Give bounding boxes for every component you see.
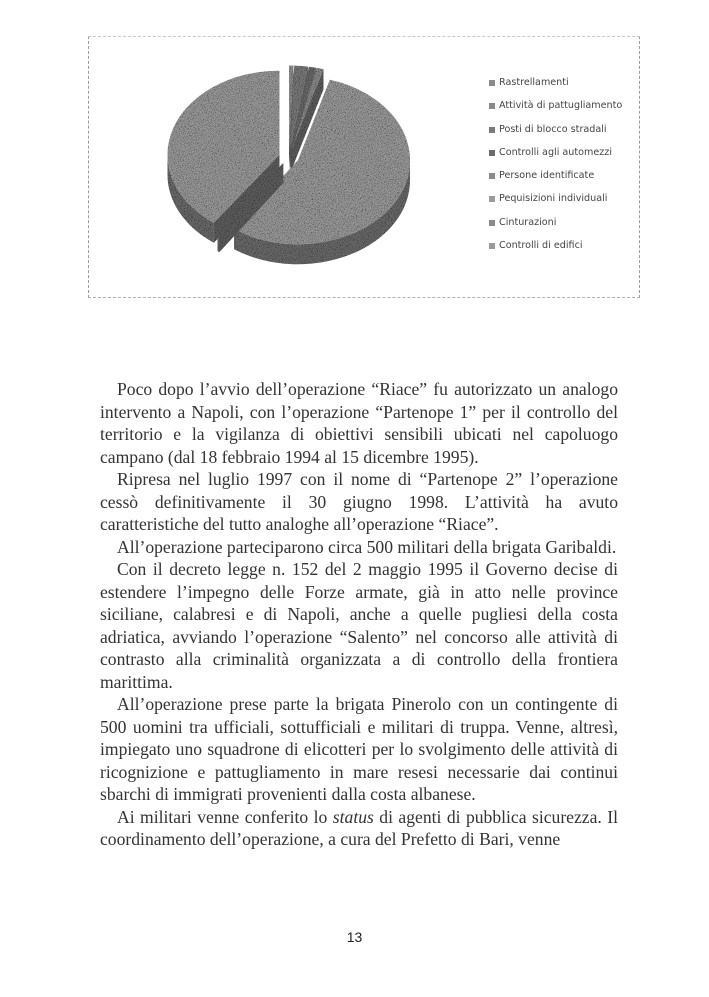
legend-label: Pequisizioni individuali xyxy=(499,193,608,205)
paragraph xyxy=(100,806,618,851)
legend-swatch xyxy=(489,173,495,179)
legend-swatch xyxy=(489,196,495,202)
legend-label: Attività di pattugliamento xyxy=(499,100,623,112)
legend-swatch xyxy=(489,150,495,156)
paragraph: Poco dopo l’avvio dell’operazione “Riace” fu autorizzato un analogo intervento a Napoli, con l’operazione “Partenope 1” per il controllo del territorio e la vigilanza di obiettivi sensibili ubicati nel capoluogo campano (dal 18 febbraio 1994 al 15 dicembre 1995). xyxy=(100,379,618,467)
legend-label: Persone identificate xyxy=(499,170,595,182)
legend-item xyxy=(489,170,639,193)
page-number: 13 xyxy=(346,929,363,945)
chart-legend xyxy=(489,77,639,263)
legend-swatch xyxy=(489,80,495,86)
legend-swatch xyxy=(489,127,495,133)
pie-chart xyxy=(88,36,640,298)
text-span: Ai militari venne conferito lo xyxy=(117,806,333,827)
paragraph: All’operazione parteciparono circa 500 militari della brigata Garibaldi. xyxy=(117,536,617,557)
legend-label: Cinturazioni xyxy=(499,216,557,228)
legend-swatch xyxy=(489,243,495,249)
legend-item xyxy=(489,77,639,100)
paragraph: All’operazione prese parte la brigata Pinerolo con un contingente di 500 uomini tra ufficiali, sottufficiali e militari di truppa. Venne, altresì, impiegato uno squadrone di elicotteri per lo svolgimento delle attività di ricognizione e pattugliamento in mare resesi necessarie dai continui sbarchi di immigrati provenienti dalla costa albanese. xyxy=(100,694,618,804)
legend-item xyxy=(489,240,639,263)
paragraph: Con il decreto legge n. 152 del 2 maggio 1995 il Governo decise di estendere l’impegno delle Forze armate, già in atto nelle province siciliane, calabresi e di Napoli, anche a quelle pugliesi della costa adriatica, avviando l’operazione “Salento” nel concorso alle attività di contrasto alla criminalità organizzata a di controllo della frontiera marittima. xyxy=(100,559,618,692)
legend-item xyxy=(489,217,639,240)
legend-item xyxy=(489,147,639,170)
legend-label: Controlli agli automezzi xyxy=(499,146,612,158)
text-span: di agenti di pubblica sicurezza. Il coordinamento dell’operazione, a cura del Prefetto di Bari, venne xyxy=(100,806,619,849)
paragraph: Ripresa nel luglio 1997 con il nome di “Partenope 2” l’operazione cessò definitivamente il 30 giugno 1998. L’attività ha avuto caratteristiche del tutto analoghe all’operazione “Riace”. xyxy=(100,469,618,534)
legend-item xyxy=(489,124,639,147)
legend-label: Posti di blocco stradali xyxy=(499,123,607,135)
legend-swatch xyxy=(489,103,495,109)
legend-label: Rastrellamenti xyxy=(499,77,569,88)
legend-item xyxy=(489,193,639,216)
emphasis-status: status xyxy=(332,806,374,827)
legend-swatch xyxy=(489,220,495,226)
legend-label: Controlli di edifici xyxy=(499,240,583,252)
legend-item xyxy=(489,100,639,123)
document-body xyxy=(100,378,618,851)
